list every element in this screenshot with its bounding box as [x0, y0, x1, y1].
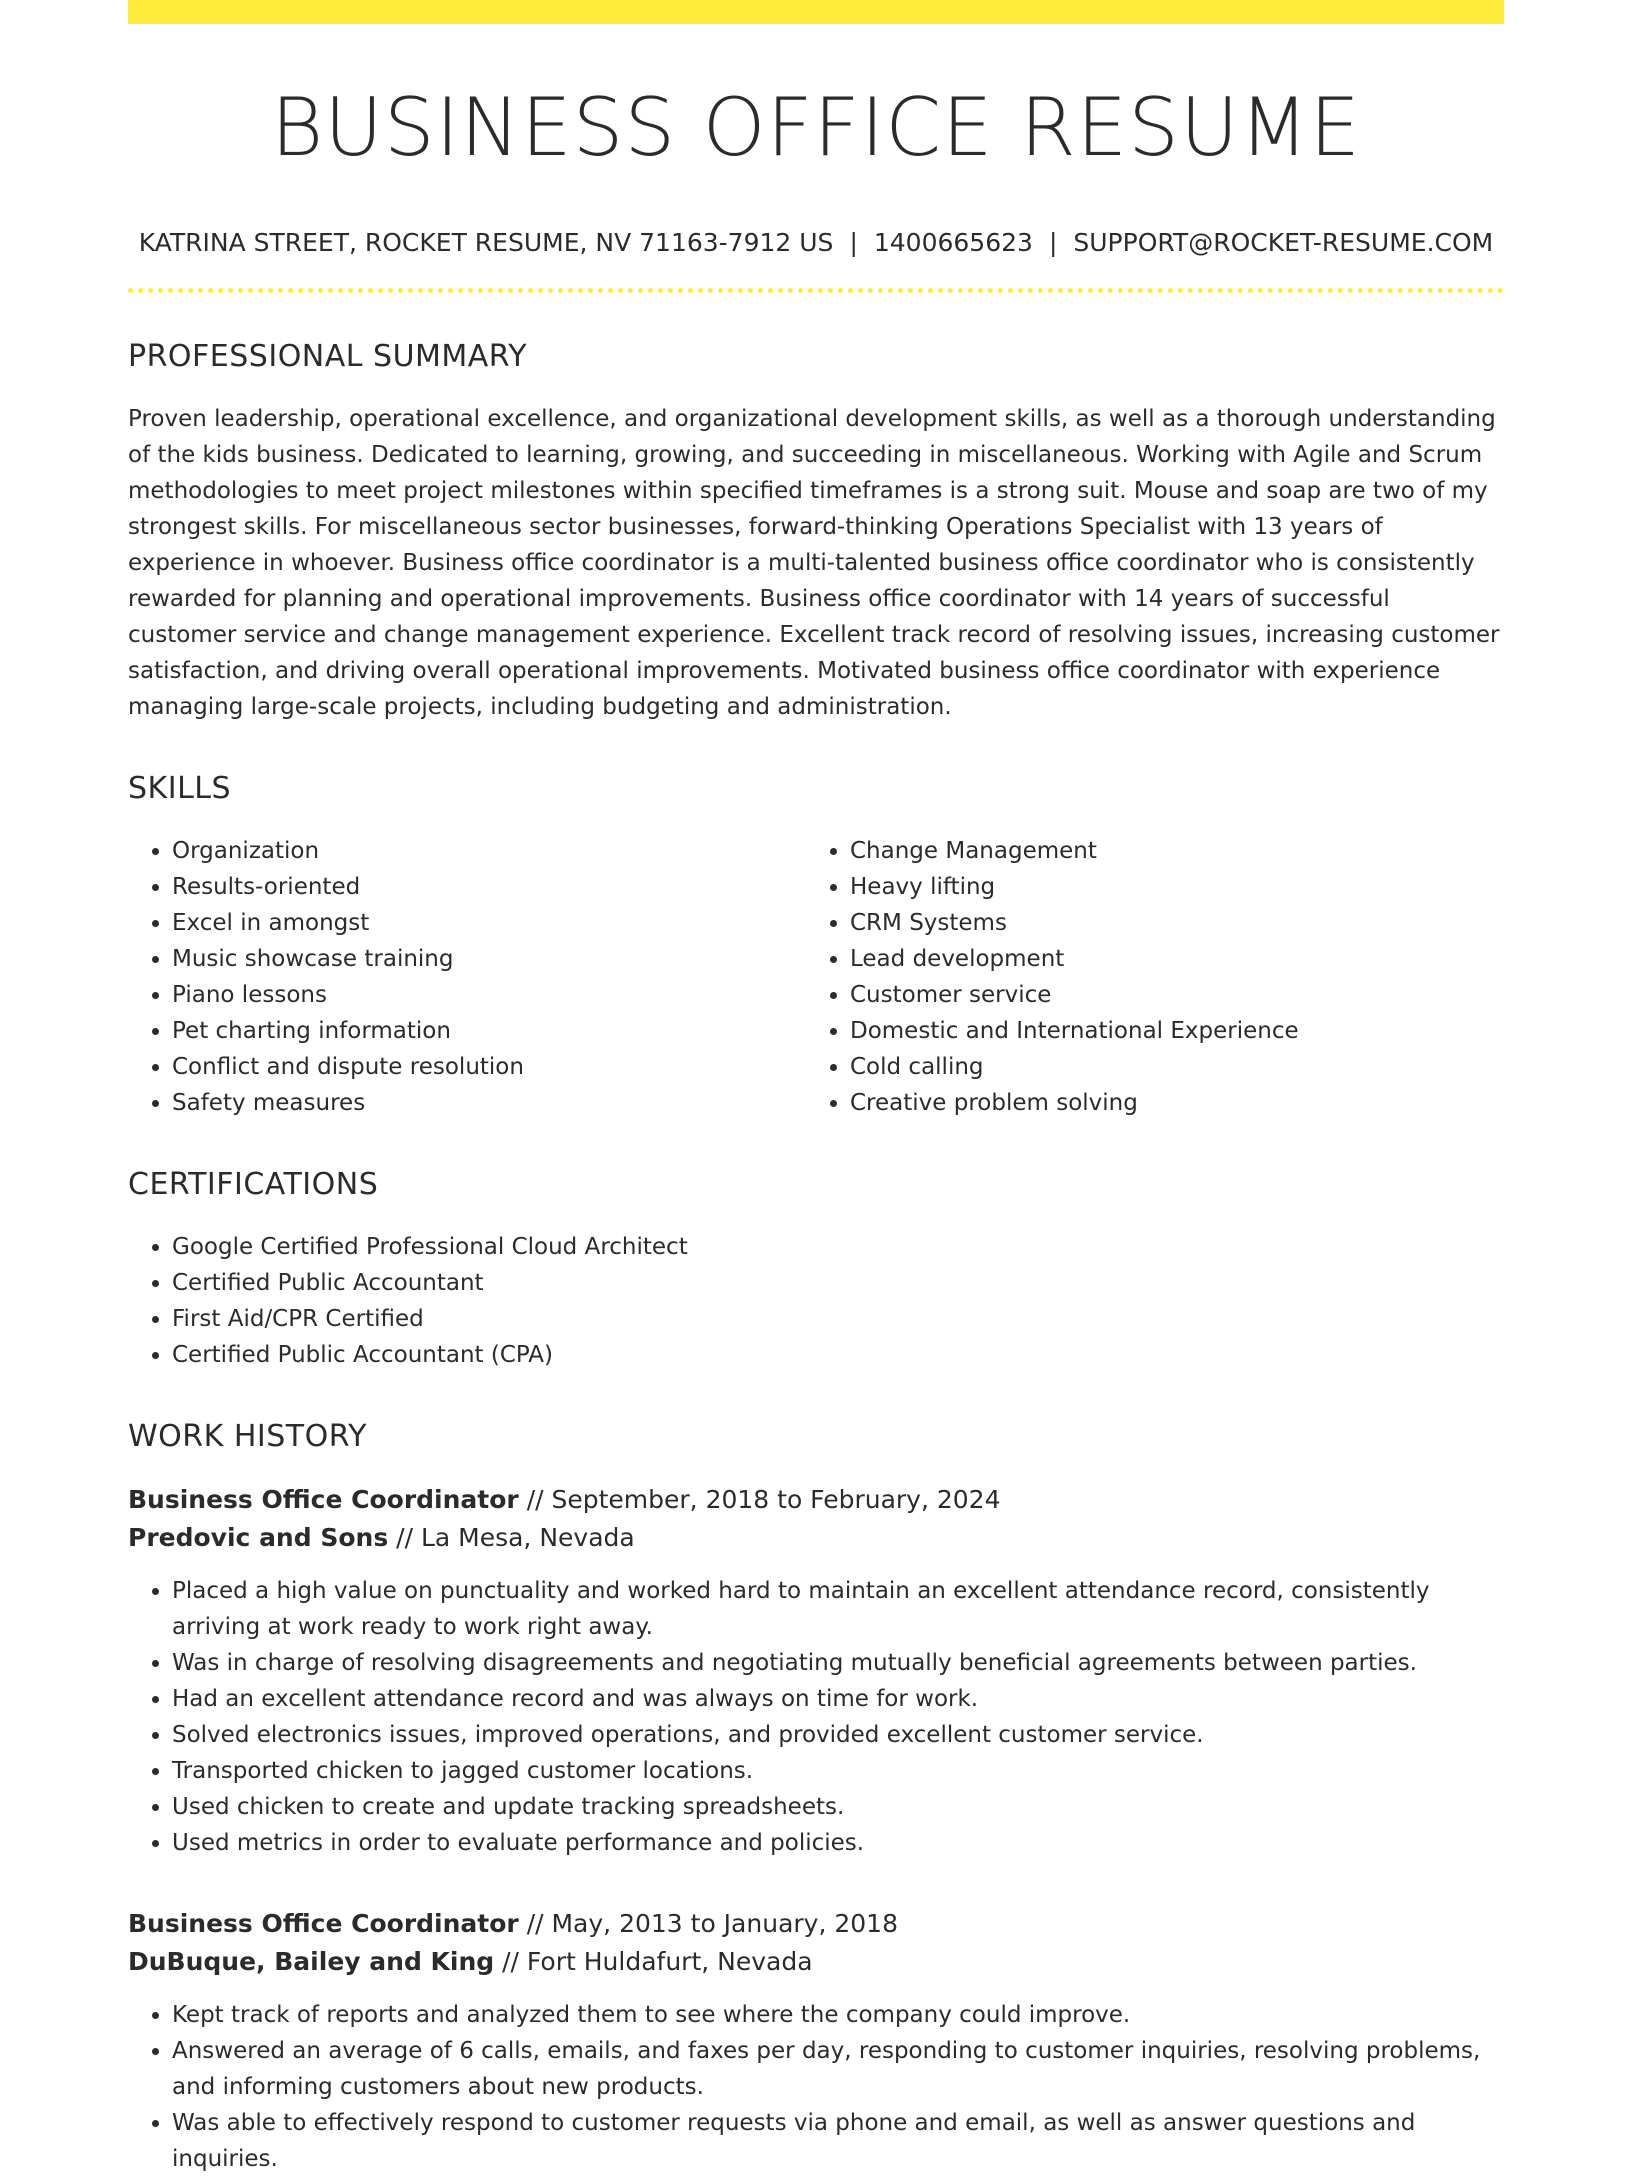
- skill-item: • Results-oriented: [172, 869, 806, 905]
- certification-item: • First Aid/CPR Certified: [172, 1301, 1504, 1337]
- skill-item: • Heavy lifting: [850, 869, 1484, 905]
- resume-title: BUSINESS OFFICE RESUME: [270, 81, 1362, 174]
- job-title: Business Office Coordinator: [128, 1485, 519, 1514]
- job-duties-list: [128, 1997, 1504, 2177]
- skills-column-right: [806, 833, 1484, 1121]
- skill-item: • Excel in amongst: [172, 905, 806, 941]
- job-dates: // September, 2018 to February, 2024: [518, 1485, 1001, 1514]
- skill-item: • Creative problem solving: [850, 1085, 1484, 1121]
- job-company-line: [128, 1943, 1504, 1981]
- work-history-section: [128, 1419, 1504, 2177]
- job-duty-item: • Placed a high value on punctuality and worked hard to maintain an excellent attendance record, consistently arriving at work ready to work right away.: [172, 1573, 1504, 1645]
- skill-item: • Piano lessons: [172, 977, 806, 1013]
- resume-page: [128, 0, 1504, 2177]
- contact-separator: |: [849, 228, 858, 257]
- job-location: // La Mesa, Nevada: [388, 1523, 635, 1552]
- contact-address: KATRINA STREET, ROCKET RESUME, NV 71163-7912 US: [138, 228, 834, 257]
- skills-heading: SKILLS: [128, 771, 232, 806]
- skill-item: • Safety measures: [172, 1085, 806, 1121]
- summary-heading: PROFESSIONAL SUMMARY: [128, 339, 528, 374]
- accent-top-bar: [128, 0, 1504, 24]
- job-duty-item: • Used metrics in order to evaluate performance and policies.: [172, 1825, 1504, 1861]
- certifications-heading: CERTIFICATIONS: [128, 1167, 379, 1202]
- job-title-line: [128, 1905, 1504, 1943]
- skill-item: • Conflict and dispute resolution: [172, 1049, 806, 1085]
- job-duty-item: • Was able to effectively respond to customer requests via phone and email, as well as answer questions and inquiries.: [172, 2105, 1504, 2177]
- skill-item: • Cold calling: [850, 1049, 1484, 1085]
- skill-item: • Change Management: [850, 833, 1484, 869]
- contact-line: [128, 228, 1504, 258]
- job-location: // Fort Huldafurt, Nevada: [494, 1947, 813, 1976]
- job-duties-list: [128, 1573, 1504, 1861]
- job-duty-item: • Solved electronics issues, improved operations, and provided excellent customer service.: [172, 1717, 1504, 1753]
- work-history-heading: WORK HISTORY: [128, 1419, 367, 1454]
- skills-grid: [128, 833, 1504, 1121]
- contact-email: SUPPORT@ROCKET-RESUME.COM: [1073, 228, 1494, 257]
- job-company: Predovic and Sons: [128, 1523, 389, 1552]
- skill-item: • Lead development: [850, 941, 1484, 977]
- job-duty-item: • Used chicken to create and update tracking spreadsheets.: [172, 1789, 1504, 1825]
- certification-item: • Certified Public Accountant: [172, 1265, 1504, 1301]
- job-company-line: [128, 1519, 1504, 1557]
- certifications-section: [128, 1167, 1504, 1373]
- job-duty-item: • Was in charge of resolving disagreements and negotiating mutually beneficial agreements between parties.: [172, 1645, 1504, 1681]
- skill-item: • Music showcase training: [172, 941, 806, 977]
- skills-column-left: [128, 833, 806, 1121]
- skills-list-right: [806, 833, 1484, 1121]
- certification-item: • Google Certified Professional Cloud Architect: [172, 1229, 1504, 1265]
- job-title: Business Office Coordinator: [128, 1909, 519, 1938]
- certification-item: • Certified Public Accountant (CPA): [172, 1337, 1504, 1373]
- contact-separator: |: [1048, 228, 1058, 257]
- contact-phone: 1400665623: [873, 228, 1033, 257]
- skills-section: [128, 771, 1504, 1121]
- job-title-line: [128, 1481, 1504, 1519]
- job-duty-item: • Kept track of reports and analyzed them to see where the company could improve.: [172, 1997, 1504, 2033]
- skill-item: • Customer service: [850, 977, 1484, 1013]
- skill-item: • CRM Systems: [850, 905, 1484, 941]
- summary-text: Proven leadership, operational excellence, and organizational development skills, as well as a thorough understanding of the kids business. Dedicated to learning, growing, and succeeding in miscellaneous. Working with Agile and Scrum methodologies to meet project milestones within specified timeframes is a strong suit. Mouse and soap are two of my strongest skills. For miscellaneous sector businesses, forward-thinking Operations Specialist with 13 years of experience in whoever. Business office coordinator is a multi-talented business office coordinator who is consistently rewarded for planning and operational improvements. Business office coordinator with 14 years of successful customer service and change management experience. Excellent track record of resolving issues, increasing customer satisfaction, and driving overall operational improvements. Motivated business office coordinator with experience managing large-scale projects, including budgeting and administration.: [128, 406, 1500, 720]
- dotted-divider: [128, 288, 1504, 293]
- job-entry: [128, 1905, 1504, 2177]
- job-duty-item: • Had an excellent attendance record and was always on time for work.: [172, 1681, 1504, 1717]
- skill-item: • Pet charting information: [172, 1013, 806, 1049]
- job-duty-item: • Answered an average of 6 calls, emails, and faxes per day, responding to customer inquiries, resolving problems, and informing customers about new products.: [172, 2033, 1504, 2105]
- certifications-list: [128, 1229, 1504, 1373]
- job-dates: // May, 2013 to January, 2018: [518, 1909, 898, 1938]
- skills-list-left: [128, 833, 806, 1121]
- job-company: DuBuque, Bailey and King: [128, 1947, 495, 1976]
- skill-item: • Domestic and International Experience: [850, 1013, 1484, 1049]
- skill-item: • Organization: [172, 833, 806, 869]
- job-entry: [128, 1481, 1504, 1861]
- summary-section: [128, 339, 1504, 725]
- job-duty-item: • Transported chicken to jagged customer locations.: [172, 1753, 1504, 1789]
